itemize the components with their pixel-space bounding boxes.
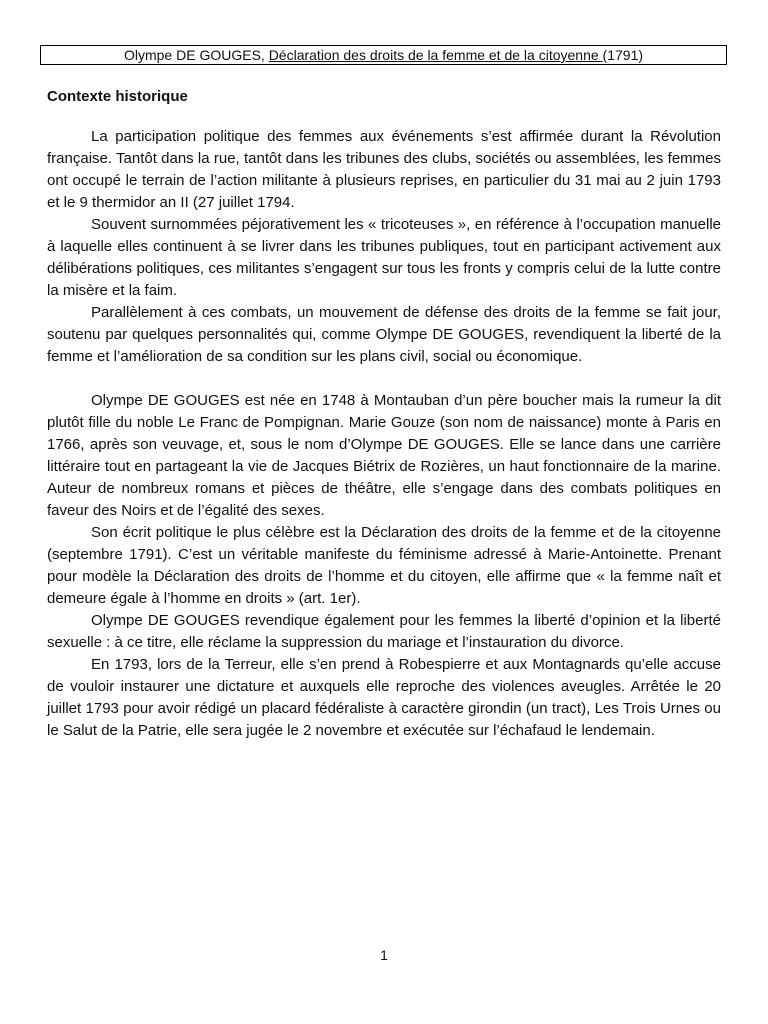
page-number: 1 bbox=[380, 947, 388, 963]
body-text bbox=[47, 126, 721, 742]
paragraph-3: Parallèlement à ces combats, un mouvement de défense des droits de la femme se fait jour, soutenu par quelques personnalités qui, comme Olympe DE GOUGES, revendiquent la liberté de la femme et l’amélioration de sa condition sur les plans civil, social ou économique. bbox=[47, 304, 721, 365]
paragraph-1: La participation politique des femmes aux événements s’est affirmée durant la Révolution française. Tantôt dans la rue, tantôt dans les tribunes des clubs, sociétés ou assemblées, les femmes ont occupé le terrain de l’action militante à plusieurs reprises, en particulier du 31 mai au 2 juin 1793 et le 9 thermidor an II (27 juillet 1794. bbox=[47, 128, 721, 211]
paragraph-7: En 1793, lors de la Terreur, elle s’en prend à Robespierre et aux Montagnards qu’elle accuse de vouloir instaurer une dictature et auxquels elle reproche des violences aveugles. Arrêtée le 20 juillet 1793 pour avoir rédigé un placard fédéraliste à caractère girondin (un tract), Les Trois Urnes ou le Salut de la Patrie, elle sera jugée le 2 novembre et exécutée sur l’échafaud le lendemain. bbox=[47, 656, 721, 739]
paragraph-2: Souvent surnommées péjorativement les « tricoteuses », en référence à l’occupation manuelle à laquelle elles continuent à se livrer dans les tribunes publiques, tout en participant activement aux délibérations politiques, ces militantes s’engagent sur tous les fronts y compris celui de la lutte contre la misère et la faim. bbox=[47, 216, 721, 299]
section-heading: Contexte historique bbox=[47, 88, 188, 105]
document-title-box bbox=[40, 45, 727, 65]
paragraph-6: Olympe DE GOUGES revendique également pour les femmes la liberté d’opinion et la liberté sexuelle : à ce titre, elle réclame la suppression du mariage et l’instauration du divorce. bbox=[47, 612, 721, 651]
title-work: Déclaration des droits de la femme et de la citoyenne bbox=[268, 47, 603, 63]
title-year: (1791) bbox=[602, 47, 644, 63]
title-author: Olympe DE GOUGES, bbox=[123, 47, 269, 63]
paragraph-4: Olympe DE GOUGES est née en 1748 à Montauban d’un père boucher mais la rumeur la dit plutôt fille du noble Le Franc de Pompignan. Marie Gouze (son nom de naissance) monte à Paris en 1766, après son veuvage, et, sous le nom d’Olympe DE GOUGES. Elle se lance dans une carrière littéraire tout en partageant la vie de Jacques Biétrix de Rozières, un haut fonctionnaire de la marine. Auteur de nombreux romans et pièces de théâtre, elle s’engage dans des combats politiques en faveur des Noirs et de l’égalité des sexes. bbox=[47, 392, 721, 519]
paragraph-5: Son écrit politique le plus célèbre est la Déclaration des droits de la femme et de la citoyenne (septembre 1791). C’est un véritable manifeste du féminisme adressé à Marie-Antoinette. Prenant pour modèle la Déclaration des droits de l’homme et du citoyen, elle affirme que « la femme naît et demeure égale à l’homme en droits » (art. 1er). bbox=[47, 524, 721, 607]
